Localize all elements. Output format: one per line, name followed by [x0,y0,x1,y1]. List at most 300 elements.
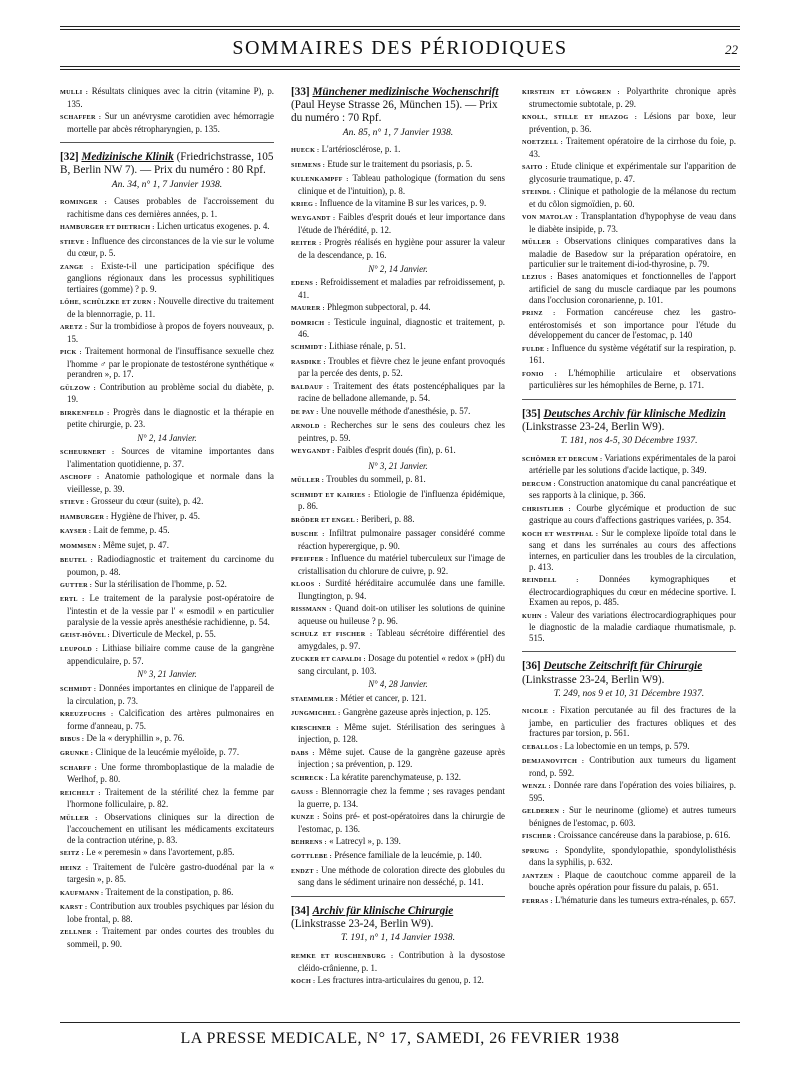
article-entry [60,926,274,949]
article-title: Lithiase rénale, p. 51. [326,341,406,352]
article-title: Diverticule de Meckel, p. 55. [109,628,216,639]
section-divider [522,651,736,652]
author-name: NICOLE : [522,708,556,716]
journal-heading [60,151,274,177]
author-name: FONIO : [522,370,557,378]
issue-line: An. 34, n° 1, 7 Janvier 1938. [111,178,223,190]
article-title: Contribution à la dysostose cléido-crânienne, p. 1. [298,949,505,973]
article-entry [522,780,736,803]
article-title: Le traitement de la paralysie post-opératoire de l'intestin et de la vessie par l' « esmodil » en particulier paralysie de la vessie après anesthésie rachidienne, p. 54. [67,593,274,627]
article-title: Etude clinique et expérimentale sur l'apparition de glycosurie traumatique, p. 47. [529,160,736,184]
author-name: PICK : [60,349,82,357]
article-entry [291,707,505,720]
author-name: SCHÖMER ET DERCUM : [522,455,603,463]
author-name: DE PAY : [291,408,319,416]
article-title: Lésions par boxe, leur prévention, p. 36. [529,110,736,134]
journal-title: Deutsches Archiv für klinische Medizin [543,407,726,420]
article-title: Beriberi, p. 88. [358,513,415,524]
article-title: Calcification des artères pulmonaires en forme d'anneau, p. 75. [67,708,274,731]
journal-title: Münchener medizinische Wochenschrift [312,86,499,98]
article-entry [60,540,274,553]
article-entry [60,496,274,509]
article-entry [522,755,736,778]
article-entry [291,277,505,300]
article-entry [60,86,274,109]
author-name: KIRSTEIN ET LÖWGREN : [522,89,620,96]
article-title: Etude sur le traitement du psoriasis, p. 5. [325,158,473,169]
article-entry [60,196,274,219]
article-title: Faibles d'esprit doués et leur importance dans l'étude de l'hérédité, p. 12. [298,212,505,235]
author-name: ZELLNER : [60,929,99,937]
article-entry [291,212,505,235]
article-title: Progrès dans le diagnostic et la thérapie en petite chirurgie, p. 23. [67,406,274,430]
journal-number: [33] [291,86,310,98]
journal-number: [35] [522,407,541,420]
article-entry [291,772,505,785]
article-entry [60,683,274,706]
journal-title: Deutsche Zeitschrift für Chirurgie [543,660,703,673]
article-title: L'hémophilie articulaire et observations particulières sur les hémophiles de Berne, p. 171. [529,367,736,391]
author-name: KULENKAMPFF : [291,175,349,183]
article-title: Phlegmon subpectoral, p. 44. [324,302,431,313]
author-name: KLOOS : [291,581,321,589]
journal-address: (Linkstrasse 23-24, Berlin W9). [522,421,665,434]
article-entry [60,525,274,538]
article-title: Sur la stérilisation de l'homme, p. 52. [92,578,227,589]
author-name: LEZIUS : [522,274,553,282]
author-name: ASCHOFF : [60,474,100,482]
article-title: Sur le neurinome (gliome) et autres tumeurs bénignes de l'estomac, p. 603. [529,805,736,828]
article-title: Traitement de l'ulcère gastro-duodénal par la « targesin », p. 85. [67,861,274,885]
article-entry [522,368,736,391]
article-title: Le « peremesin » dans l'avortement, p.85. [83,847,235,858]
author-name: REITER : [291,240,322,248]
page-title: SOMMAIRES DES PÉRIODIQUES [232,37,568,59]
article-entry [522,343,736,366]
article-title: Même sujet, p. 47. [100,539,169,550]
author-name: KAYSER : [60,528,92,536]
article-title: Influence de la vitamine B sur les varices, p. 9. [317,197,487,208]
author-name: REMKE ET RUSCHENBURG : [291,952,394,960]
column-3 [522,86,736,1012]
article-title: Traitement opératoire de la cirrhose du foie, p. 43. [529,135,736,159]
article-entry [291,628,505,651]
author-name: BEUTEL : [60,556,93,564]
journal-heading [291,86,505,126]
author-name: KRIEG : [291,200,318,208]
article-title: La kératite parenchymateuse, p. 132. [327,771,461,782]
author-name: EDENS : [291,280,318,288]
article-entry [291,489,505,512]
article-title: L'artériosclérose, p. 1. [319,144,401,155]
page-footer: LA PRESSE MEDICALE, N° 17, SAMEDI, 26 FEVRIER 1938 [180,1030,620,1047]
author-name: JANTZEN : [522,872,560,880]
section-divider [60,142,274,143]
article-entry [522,845,736,868]
article-title: Même sujet. Stérilisation des seringues à injection, p. 128. [298,721,505,745]
article-title: Troubles et fièvre chez le jeune enfant provoqués par la percée des dents, p. 52. [298,355,505,379]
article-entry [60,446,274,469]
page-number: 22 [725,42,738,57]
article-title: Une forme thromboplastique de la maladie de Werlhof, p. 80. [67,761,274,785]
author-name: MULLI : [60,89,89,96]
author-name: CEBALLOS : [522,743,563,751]
author-name: BALDAUF : [291,383,330,391]
article-entry [291,950,505,973]
article-title: Observations cliniques comparatives dans la maladie de Basedow sur la préparation opératoire, en particulier sur le traitement di-iod-thyrosine, p. 79. [529,235,736,270]
author-name: SCHRECK : [291,774,328,782]
article-title: Dosage du potentiel « redox » (pH) du sang circulant, p. 103. [298,653,505,676]
article-title: L'hématurie dans les tumeurs extra-rénales, p. 657. [552,894,736,905]
article-entry [522,211,736,234]
article-title: Fixation percutanée au fil des fractures de la jambe, en particulier des fractures obliques et des fractures par torsion, p. 561. [529,705,736,739]
author-name: ZANGE : [60,263,94,271]
article-title: Influence des circonstances de la vie sur le volume du cœur, p. 5. [67,235,274,259]
author-name: GEIST-HÖVEL : [60,631,110,639]
article-entry [291,356,505,379]
issue-line: T. 191, n° 1, 14 Janvier 1938. [341,932,455,944]
article-entry [60,708,274,731]
article-title: Contribution aux troubles psychiques par lésion du lobe frontal, p. 88. [67,901,274,924]
article-title: Construction anatomique du canal pancréatique et ses rapports à la clinique, p. 366. [529,477,736,501]
article-title: Nouvelle directive du traitement de la blennorragie, p. 11. [67,296,274,319]
author-name: SCHMIDT ET KAIRIES : [291,491,371,499]
author-name: REICHELT : [60,789,101,797]
article-entry [522,503,736,526]
article-entry [291,653,505,676]
article-entry [60,382,274,405]
article-entry [60,747,274,760]
article-entry [60,733,274,746]
author-name: GOTTLEBE : [291,853,332,861]
article-entry [60,221,274,234]
article-title: Tableau sécrétoire différentiel des amygdales, p. 97. [298,628,505,651]
article-title: Influence du matériel tuberculeux sur l'image de cristallisation du chlorure de cuivre, p. 92. [298,553,505,576]
author-name: WEYGANDT : [291,215,336,223]
article-entry [522,574,736,608]
article-entry [291,474,505,487]
author-name: DABS : [291,749,315,757]
author-name: STEINDL : [522,188,556,196]
article-entry [291,553,505,576]
article-entry [60,579,274,592]
article-entry [522,830,736,843]
journal-heading [291,905,505,931]
author-name: NOETZELL : [522,138,564,146]
article-entry [522,870,736,893]
article-title: Formation cancéreuse chez les gastro-entérostomisés et son importance pour l'étude du développement du cancer de l'estomac, p. 140 [529,307,736,341]
author-name: CHRISTLIEB : [522,505,571,513]
journal-title: Medizinische Klinik [81,151,174,164]
author-name: HEINZ : [60,864,89,872]
article-entry [291,865,505,888]
article-entry [291,975,505,988]
author-name: HAMBURGER : [60,513,109,521]
article-entry [291,811,505,834]
article-title: Données kymographiques et électrocardiographiques du cœur en médecine sportive. I. Examen au repos, p. 485. [529,573,736,608]
article-entry [291,420,505,443]
journal-number: [36] [522,660,541,673]
article-title: Même sujet. Cause de la gangrène gazeuse après injection ; sa prévention, p. 129. [298,746,505,770]
article-title: Sur le complexe lipoïde total dans le sang et dans les surrénales au cours des affections internes, en particulier dans les troubles de la circulation, p. 413. [529,527,736,572]
page-header [60,34,740,64]
article-title: De la « deryphillin », p. 76. [84,733,185,744]
article-entry [522,186,736,209]
journal-address: (Friedrichstrasse, 105 B, Berlin NW 7). — Prix du numéro : 80 Rpf. [60,151,274,177]
article-entry [291,341,505,354]
article-entry [291,317,505,340]
article-entry [60,471,274,494]
issue-date: N° 3, 21 Janvier. [368,460,428,471]
article-title: Valeur des variations électrocardiographiques pour le diagnostic de la maladie cardiaque rhumatismale, p. 515. [529,609,736,643]
article-entry [522,271,736,305]
journal-number: [32] [60,151,79,164]
author-name: GRUNKE : [60,750,94,758]
article-entry [60,554,274,577]
author-name: BUSCHE : [291,531,325,539]
journal-heading [522,660,736,686]
article-title: Polyarthrite chronique après strumectomie subtotale, p. 29. [529,86,736,109]
section-divider [291,896,505,897]
article-entry [60,847,274,860]
author-name: SIEMENS : [291,161,326,169]
author-name: ARETZ : [60,324,88,332]
article-title: Les fractures intra-articulaires du genou, p. 12. [315,974,484,985]
article-title: Traitement hormonal de l'insuffisance sexuelle chez l'homme ♂ par le propionate de testostérone synthétique « perandren », p. 17. [67,346,274,380]
article-title: Observations cliniques sur la direction de l'accouchement en utilisant les médicaments excitateurs de la contraction utérine, p. 83. [67,811,274,845]
article-title: Recherches sur le sens des couleurs chez les peintres, p. 59. [298,420,505,443]
article-entry [522,86,736,109]
article-title: Données importantes en clinique de l'appareil de la circulation, p. 73. [67,683,274,706]
article-title: Surdité héréditaire accumulée dans une famille. Ilungtington, p. 94. [298,578,505,601]
article-entry [60,296,274,319]
author-name: MAURER : [291,305,325,313]
article-title: Testicule inguinal, diagnostic et traitement, p. 46. [298,316,505,340]
article-entry [291,173,505,196]
author-name: WEYGANDT : [291,448,335,456]
article-title: Donnée rare dans l'opération des voies biliaires, p. 595. [529,780,736,803]
article-entry [291,198,505,211]
author-name: WENZL : [522,783,551,791]
article-title: Une méthode de coloration directe des globules du sang dans le sédiment urinaire non desséché, p. 141. [298,864,505,888]
article-entry [291,144,505,157]
article-title: Soins pré- et post-opératoires dans la chirurgie de l'estomac, p. 136. [298,811,505,834]
article-entry [60,887,274,900]
article-title: Etiologie de l'influenza épidémique, p. 86. [298,488,505,512]
top-rule-2 [60,29,740,30]
article-title: Résultats cliniques avec la citrin (vitamine P), p. 135. [67,86,274,109]
article-entry [291,514,505,527]
article-entry [291,381,505,404]
article-title: Lait de femme, p. 45. [91,525,170,536]
article-entry [60,321,274,344]
article-entry [60,236,274,259]
author-name: HAMBURGER ET DIETRICH : [60,224,155,232]
article-title: Existe-t-il une participation spécifique des ganglions régionaux dans les processus syphilitiques tertiaires (gomme) ? p. 9. [67,260,274,294]
author-name: KREUZFUCHS : [60,711,114,719]
article-title: Quand doit-on utiliser les solutions de quinine aqueuse ou huileuse ? p. 96. [298,603,505,626]
header-rule-1 [60,66,740,67]
header-rule-2 [60,69,740,70]
author-name: STAEMMLER : [291,695,339,703]
article-entry [291,747,505,770]
author-name: SCHMIDT : [291,344,327,352]
article-title: Variations expérimentales de la paroi artérielle par les solutions d'acide lactique, p. 349. [529,452,736,476]
article-title: Clinique de la leucémie myéloïde, p. 77. [93,747,240,758]
article-entry [60,593,274,627]
author-name: KUHN : [522,612,548,620]
author-name: KAUFMANN : [60,889,104,897]
article-entry [60,901,274,924]
author-name: STIEVE : [60,238,89,246]
article-entry [60,511,274,524]
article-entry [291,693,505,706]
author-name: KARST : [60,904,88,912]
author-name: GÜLZOW : [60,384,97,392]
article-entry [522,478,736,501]
author-name: GUTTER : [60,581,93,589]
article-title: Croissance cancéreuse dans la parabiose, p. 616. [555,830,731,841]
issue-date: N° 2, 14 Janvier. [137,432,197,443]
article-title: Contribution aux tumeurs du ligament rond, p. 592. [529,755,736,778]
article-title: Hygiène de l'hiver, p. 45. [108,510,200,521]
article-title: Radiodiagnostic et traitement du carcinome du poumon, p. 48. [67,553,274,577]
article-entry [291,159,505,172]
article-entry [60,407,274,430]
footer-rule [60,1022,740,1023]
journal-address: (Linkstrasse 23-24, Berlin W9). [522,673,665,686]
author-name: ERTL : [60,596,85,604]
article-entry [60,346,274,380]
author-name: VON MATOLAY : [522,213,578,221]
article-title: Faibles d'esprit doués (fin), p. 61. [334,445,456,456]
author-name: BEHRENS : [291,838,327,846]
issue-line: T. 181, nos 4-5, 30 Décembre 1937. [560,435,698,447]
author-name: MOMMSEN : [60,542,101,550]
article-entry [291,406,505,419]
author-name: SCHULZ ET FISCHER : [291,631,373,639]
article-entry [291,528,505,551]
author-name: SCHEURNERT : [60,449,115,457]
journal-title: Archiv für klinische Chirurgie [312,904,454,917]
author-name: RASDIKE : [291,358,326,366]
article-title: Une nouvelle méthode d'anesthésie, p. 57. [318,405,471,416]
author-name: RISSMANN : [291,606,332,614]
author-name: PRINZ : [522,310,556,318]
author-name: SCHAFFER : [60,113,102,121]
article-entry [522,136,736,159]
column-2 [291,86,505,1012]
article-entry [522,453,736,476]
article-entry [291,836,505,849]
article-entry [291,603,505,626]
article-title: Lichen urticatus exogenes. p. 4. [154,221,270,232]
article-title: Présence familiale de la leucémie, p. 140. [332,850,482,861]
author-name: PFEIFFER : [291,556,329,564]
author-name: FERRAS : [522,897,553,905]
article-entry [291,445,505,458]
author-name: SCHMIDT : [60,686,97,694]
author-name: ROMINGER : [60,199,107,207]
article-title: Grosseur du cœur (suite), p. 42. [88,496,204,507]
article-entry [522,528,736,572]
author-name: GELDEREN : [522,808,566,816]
author-name: KOCH : [291,977,316,985]
article-entry [522,610,736,644]
article-entry [291,786,505,809]
author-name: JUNGMICHEL : [291,710,341,718]
journal-number: [34] [291,904,310,917]
author-name: BRÖDER ET ENGEL : [291,516,359,524]
article-entry [522,161,736,184]
author-name: BIRKENFELD : [60,409,110,417]
article-title: Blennorragie chez la femme ; ses ravages pendant la guerre, p. 134. [298,786,505,809]
article-entry [60,787,274,810]
author-name: ARNOLD : [291,423,327,431]
section-divider [522,399,736,400]
article-title: Sur la trombidiose à propos de foyers nouveaux, p. 15. [67,321,274,344]
article-entry [522,236,736,270]
article-entry [60,812,274,846]
author-name: DERCUM : [522,480,556,488]
article-title: Gangrène gazeuse après injection, p. 125. [340,707,491,718]
article-entry [60,643,274,666]
article-title: La lobectomie en un temps, p. 579. [562,740,690,751]
article-entry [291,302,505,315]
article-title: « Latrecyl », p. 139. [326,835,401,846]
article-title: Progrès réalisés en hygiène pour assurer la valeur de la descendance, p. 16. [298,237,505,260]
article-entry [291,578,505,601]
author-name: HUECK : [291,147,320,155]
article-title: Refroidissement et maladies par refroidissement, p. 41. [298,277,505,300]
article-title: Spondylite, spondylopathie, spondylolisthésis dans la syphilis, p. 632. [529,844,736,868]
article-title: Troubles du sommeil, p. 81. [324,474,426,485]
issue-date: N° 2, 14 Janvier. [368,263,428,274]
journal-address: (Paul Heyse Strasse 26, München 15). — Prix du numéro : 70 Rpf. [291,99,498,125]
article-title: Plaque de caoutchouc comme appareil de la bouche après opération pour fissure du palais, p. 651. [529,869,736,893]
author-name: MÜLLER : [522,238,559,246]
article-title: Traitement par ondes courtes des troubles du sommeil, p. 90. [67,926,274,949]
author-name: DOMRICH : [291,319,331,327]
article-title: Métier et cancer, p. 121. [338,692,427,703]
article-title: Courbe glycémique et production de suc gastrique au cours d'affections gastriques variées, p. 354. [529,502,736,526]
author-name: KOCH ET WESTPHAL : [522,530,599,538]
author-name: MÜLLER : [60,814,98,822]
article-title: Tableau pathologique (formation du sens clinique et de l'intuition), p. 8. [298,172,505,196]
article-title: Infiltrat pulmonaire passager considéré comme réaction hyperergique, p. 90. [298,528,505,551]
top-rule-1 [60,26,740,27]
author-name: STIEVE : [60,499,89,507]
author-name: SAITO : [522,163,548,171]
journal-heading [522,408,736,434]
article-title: Transplantation d'hypophyse de veau dans le diabète insipide, p. 73. [529,210,736,234]
article-title: Contribution au problème social du diabète, p. 19. [67,381,274,405]
column-1 [60,86,274,1012]
journal-address: (Linkstrasse 23-24, Berlin W9). [291,918,434,931]
author-name: KIRSCHNER : [291,724,339,732]
article-entry [60,762,274,785]
author-name: GAUSS : [291,789,319,797]
article-entry [522,805,736,828]
issue-date: N° 3, 21 Janvier. [137,669,197,680]
article-title: Influence du système végétatif sur la respiration, p. 161. [529,342,736,366]
article-entry [60,111,274,134]
author-name: FISCHER : [522,833,556,841]
article-title: Traitement de la constipation, p. 86. [103,886,234,897]
article-title: Lithiase biliaire comme cause de la gangrène appendiculaire, p. 57. [67,643,274,666]
article-entry [60,629,274,642]
article-title: Traitement de la stérilité chez la femme par l'hormone folliculaire, p. 82. [67,786,274,810]
